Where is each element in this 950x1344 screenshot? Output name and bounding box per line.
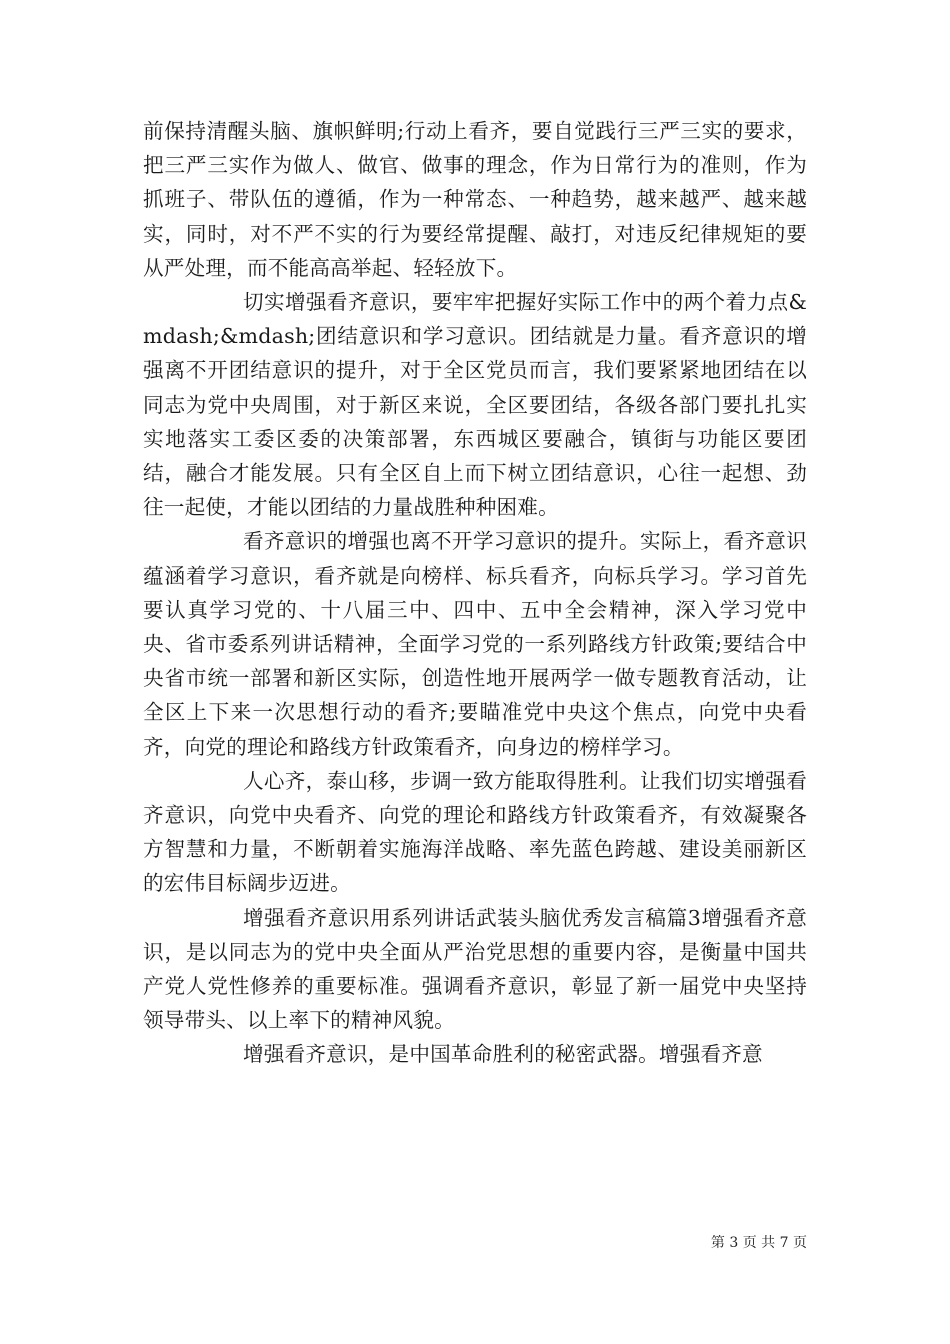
paragraph: 增强看齐意识，是中国革命胜利的秘密武器。增强看齐意 — [243, 1042, 763, 1067]
paragraph: 切实增强看齐意识，要牢牢把握好实际工作中的两个着力点&mdash;&mdash;团结意识和学习意识。团结就是力量。看齐意识的增强离不开团结意识的提升，对于全区党员而言，我们要紧紧地团结在以同志为党中央周围，对于新区来说，全区要团结，各级各部门要扎扎实实地落实工委区委的决策部署，东西城区要融合，镇街与功能区要团结，融合才能发展。只有全区自上而下树立团结意识，心往一起想、劲往一起使，才能以团结的力量战胜种种困难。 — [143, 290, 807, 520]
paragraph: 前保持清醒头脑、旗帜鲜明;行动上看齐，要自觉践行三严三实的要求，把三严三实作为做人、做官、做事的理念，作为日常行为的准则，作为抓班子、带队伍的遵循，作为一种常态、一种趋势，越来越严、越来越实，同时，对不严不实的行为要经常提醒、敲打，对违反纪律规矩的要从严处理，而不能高高举起、轻轻放下。 — [143, 119, 807, 280]
paragraph: 人心齐，泰山移，步调一致方能取得胜利。让我们切实增强看齐意识，向党中央看齐、向党的理论和路线方针政策看齐，有效凝聚各方智慧和力量，不断朝着实施海洋战略、率先蓝色跨越、建设美丽新区的宏伟目标阔步迈进。 — [143, 768, 807, 896]
paragraph: 看齐意识的增强也离不开学习意识的提升。实际上，看齐意识蕴涵着学习意识，看齐就是向榜样、标兵看齐，向标兵学习。学习首先要认真学习党的、十八届三中、四中、五中全会精神，深入学习党中央、省市委系列讲话精神，全面学习党的一系列路线方针政策;要结合中央省市统一部署和新区实际，创造性地开展两学一做专题教育活动，让全区上下来一次思想行动的看齐;要瞄准党中央这个焦点，向党中央看齐，向党的理论和路线方针政策看齐，向身边的榜样学习。 — [143, 529, 807, 759]
paragraph: 增强看齐意识用系列讲话武装头脑优秀发言稿篇3增强看齐意识，是以同志为的党中央全面从严治党思想的重要内容，是衡量中国共产党人党性修养的重要标准。强调看齐意识，彰显了新一届党中央坚持领导带头、以上率下的精神风貌。 — [143, 905, 807, 1033]
page-number: 第 3 页 共 7 页 — [710, 1235, 807, 1251]
document-page — [143, 114, 807, 1072]
